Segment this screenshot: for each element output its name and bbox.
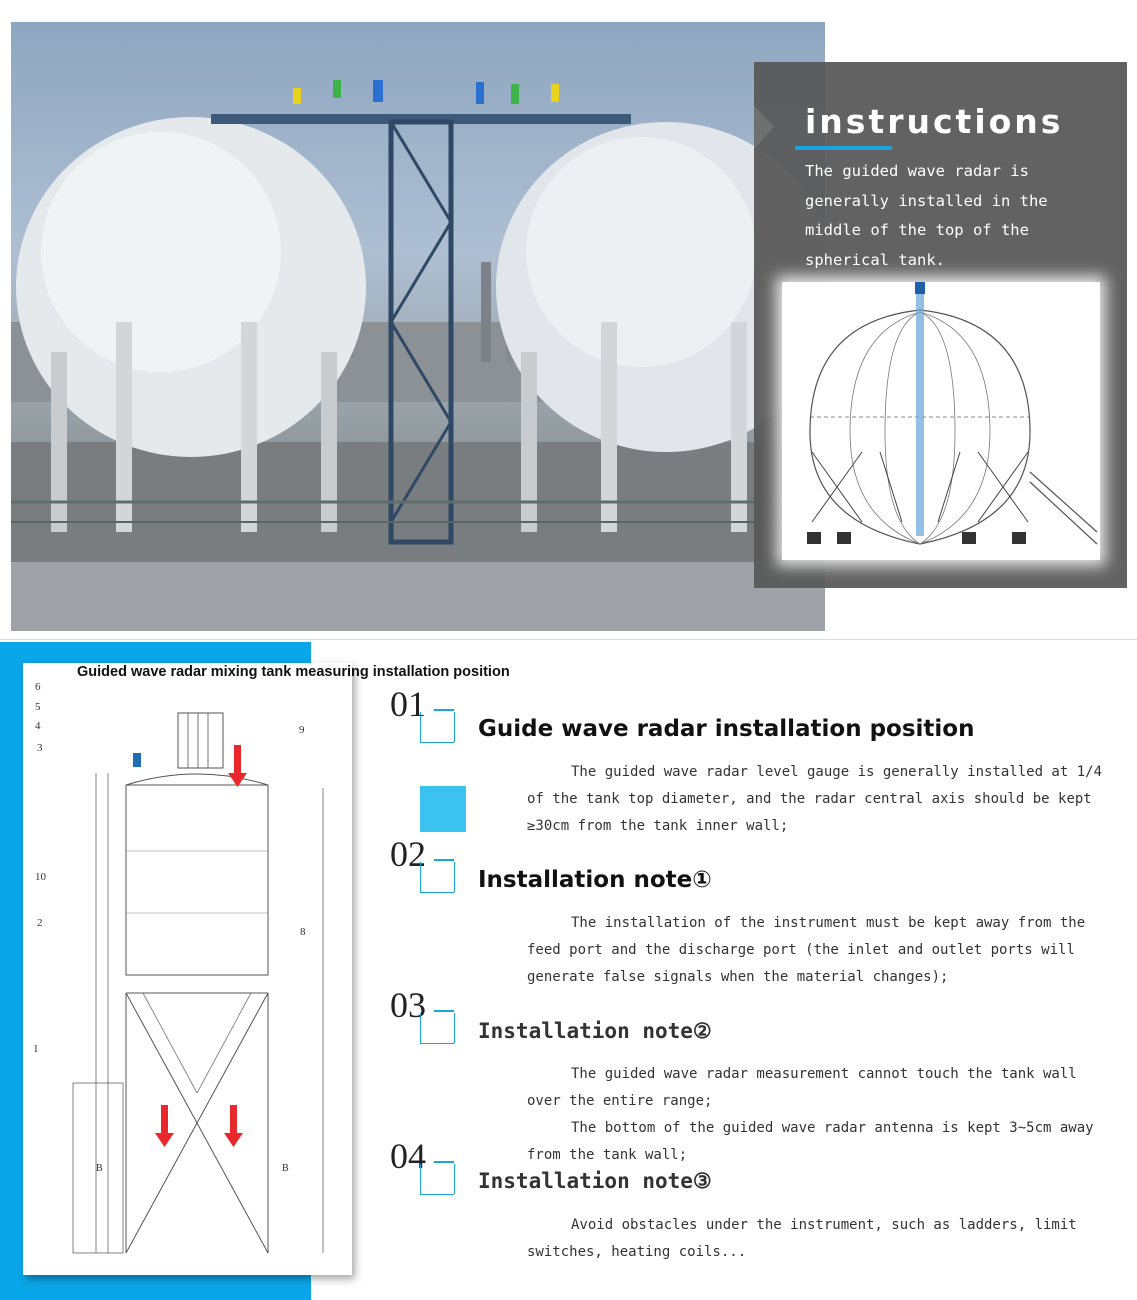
step-tick-02 (434, 859, 454, 861)
spherical-tank-drawing (782, 282, 1100, 560)
step-box-03 (420, 1013, 454, 1044)
step-paragraph: The bottom of the guided wave radar antenna is kept 3~5cm away from the tank wall; (527, 1120, 1094, 1163)
callout-label: 3 (37, 742, 43, 754)
section-divider (0, 639, 1137, 640)
mixing-tank-drawing-card (23, 663, 352, 1275)
callout-label: 9 (299, 724, 305, 736)
step-heading-02: Installation note① (478, 867, 712, 893)
step-body-03 (527, 1061, 1107, 1169)
step-body-04 (527, 1212, 1107, 1266)
callout-label: 2 (37, 917, 43, 929)
step-number-02: 02 (390, 834, 426, 874)
callout-label: B (96, 1163, 103, 1174)
instructions-underline (795, 146, 892, 150)
step-tick-03 (434, 1010, 454, 1012)
callout-label: 4 (35, 720, 41, 732)
step-number-04: 04 (390, 1136, 426, 1176)
instructions-title: instructions (805, 102, 1064, 141)
step-paragraph: The installation of the instrument must be kept away from the feed port and the discharge port (the inlet and outlet ports will generate false signals when the material changes); (527, 915, 1086, 985)
step-tick-04 (434, 1161, 454, 1163)
mixing-tank-drawing (23, 663, 352, 1275)
instructions-notch (754, 105, 774, 149)
step-number-01: 01 (390, 684, 426, 724)
photo-illustration (11, 22, 825, 631)
step-paragraph: The guided wave radar level gauge is generally installed at 1/4 of the tank top diameter, and the radar central axis should be kept ≥30cm from the tank inner wall; (527, 764, 1103, 834)
callout-label: 6 (35, 681, 41, 693)
spherical-tanks-photo (11, 22, 825, 631)
step-body-02 (527, 910, 1107, 991)
step-number-03: 03 (390, 985, 426, 1025)
accent-square (420, 786, 466, 832)
callout-label: 5 (35, 701, 41, 713)
step-heading-04: Installation note③ (478, 1169, 712, 1193)
callout-label: 1 (33, 1043, 39, 1055)
step-box-01 (420, 712, 454, 743)
step-paragraph: Avoid obstacles under the instrument, such as ladders, limit switches, heating coils... (527, 1217, 1077, 1260)
step-tick-01 (434, 709, 454, 711)
step-paragraph: The guided wave radar measurement cannot touch the tank wall over the entire range; (527, 1066, 1077, 1109)
callout-label: B (282, 1163, 289, 1174)
step-heading-01: Guide wave radar installation position (478, 716, 975, 742)
step-heading-03: Installation note② (478, 1019, 712, 1043)
step-box-02 (420, 862, 454, 893)
drawing-caption: Guided wave radar mixing tank measuring installation position (77, 664, 510, 680)
instructions-text: The guided wave radar is generally installed in the middle of the top of the spherical tank. (805, 162, 1048, 269)
spherical-tank-diagram (782, 282, 1100, 560)
step-box-04 (420, 1164, 454, 1195)
callout-label: 8 (300, 926, 306, 938)
step-body-01 (527, 759, 1107, 840)
callout-label: 10 (35, 871, 46, 883)
